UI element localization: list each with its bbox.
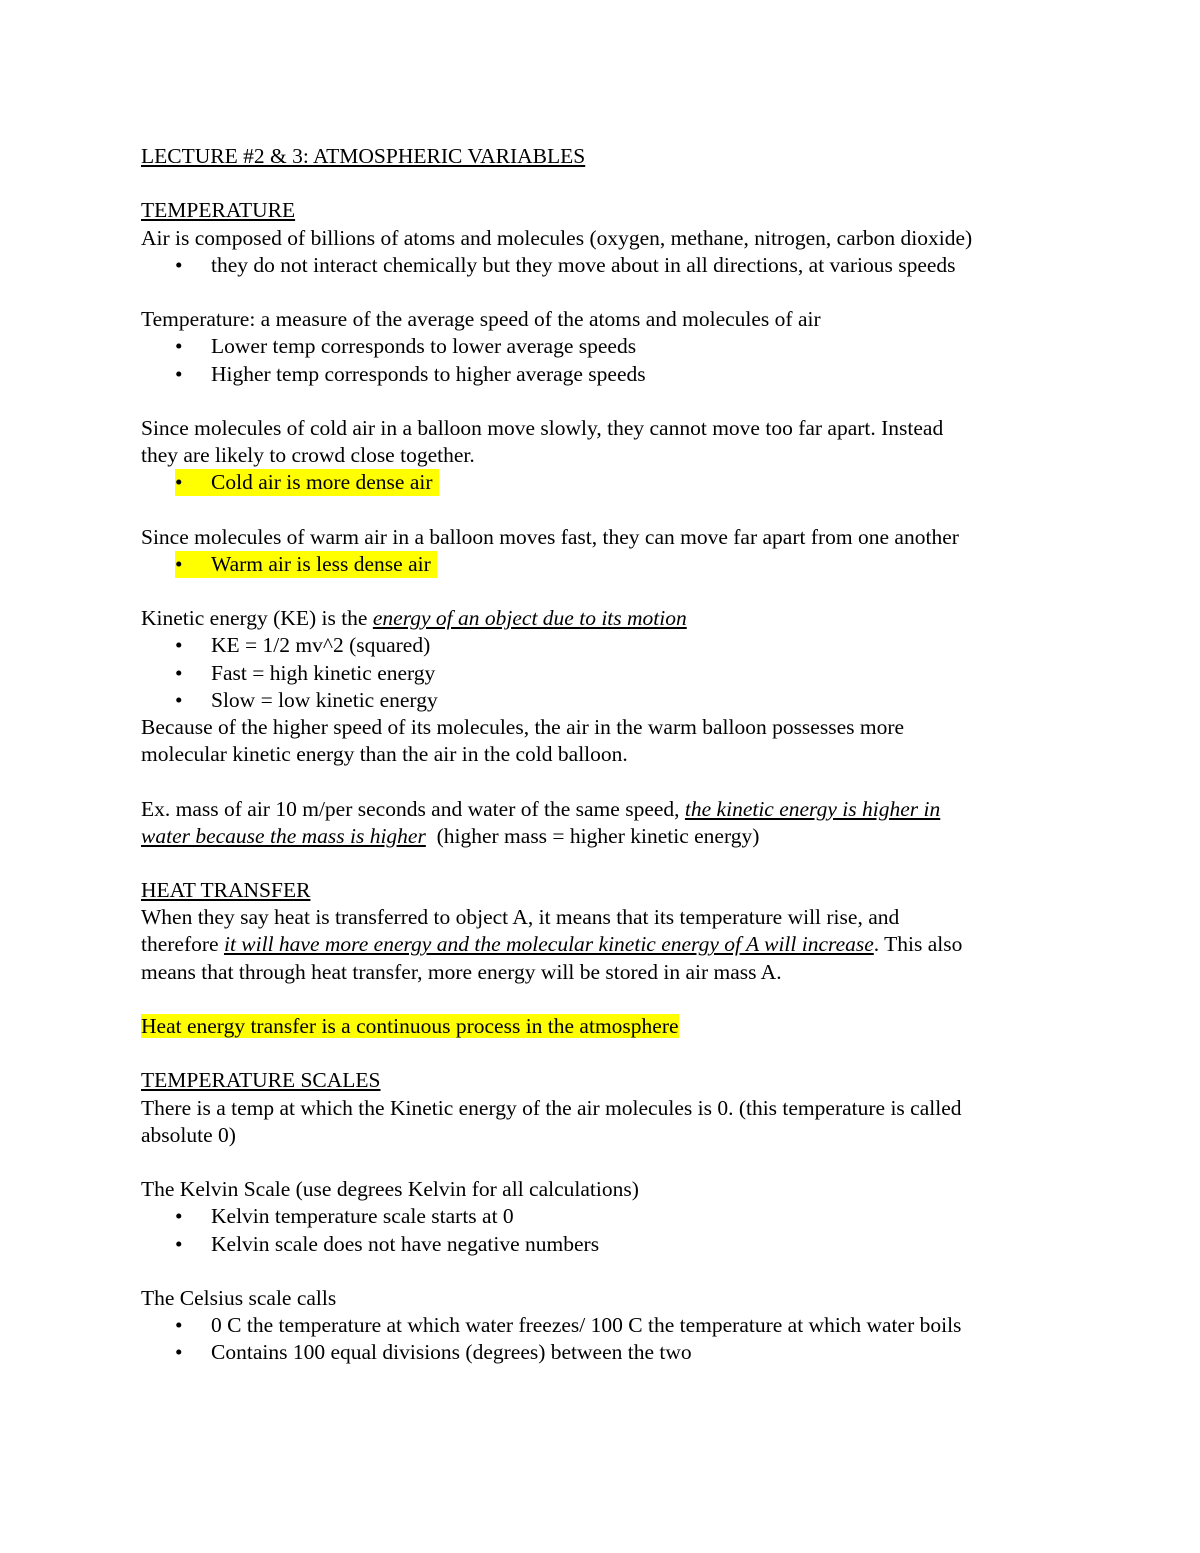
list-item: • Higher temp corresponds to higher average speeds <box>141 361 1061 388</box>
paragraph: Kinetic energy (KE) is the energy of an object due to its motion <box>141 606 687 631</box>
paragraph: water because the mass is higher (higher mass = higher kinetic energy) <box>141 823 760 848</box>
paragraph: Since molecules of cold air in a balloon move slowly, they cannot move too far apart. Instead <box>141 415 944 440</box>
bullet-icon: • <box>175 660 183 685</box>
paragraph: There is a temp at which the Kinetic energy of the air molecules is 0. (this temperature is called <box>141 1095 962 1120</box>
bullet-icon: • <box>175 551 183 576</box>
list-item: • Contains 100 equal divisions (degrees) between the two <box>141 1339 1061 1366</box>
bullet-icon: • <box>175 334 183 359</box>
paragraph: Air is composed of billions of atoms and molecules (oxygen, methane, nitrogen, carbon dioxide) <box>141 225 973 250</box>
emphasis-text: it will have more energy and the molecular kinetic energy of A will increase <box>223 932 874 957</box>
bullet-icon: • <box>175 1313 183 1338</box>
list-item: • Slow = low kinetic energy <box>141 687 1061 714</box>
section-heading-temperature-scales: TEMPERATURE SCALES <box>141 1068 381 1093</box>
list-item: • Lower temp corresponds to lower average speeds <box>141 333 1061 360</box>
emphasis-text: water because the mass is higher <box>141 823 426 848</box>
bullet-icon: • <box>175 1340 183 1365</box>
paragraph: When they say heat is transferred to object A, it means that its temperature will rise, and <box>141 905 900 930</box>
list-item: • Kelvin scale does not have negative numbers <box>141 1231 1061 1258</box>
bullet-icon: • <box>175 1204 183 1229</box>
list-item: • they do not interact chemically but they move about in all directions, at various speeds <box>141 252 1061 279</box>
highlighted-list-item: • Cold air is more dense air <box>175 469 439 496</box>
document-title: LECTURE #2 & 3: ATMOSPHERIC VARIABLES <box>141 144 586 168</box>
emphasis-text: energy of an object due to its motion <box>372 606 687 631</box>
paragraph: The Celsius scale calls <box>141 1285 337 1310</box>
document-body <box>141 143 1061 1366</box>
paragraph: therefore it will have more energy and the molecular kinetic energy of A will increase. This also <box>141 932 963 957</box>
paragraph: means that through heat transfer, more energy will be stored in air mass A. <box>141 959 782 984</box>
paragraph: The Kelvin Scale (use degrees Kelvin for all calculations) <box>141 1177 639 1202</box>
paragraph: Because of the higher speed of its molecules, the air in the warm balloon possesses more <box>141 714 905 739</box>
highlighted-paragraph: Heat energy transfer is a continuous process in the atmosphere <box>141 1014 679 1038</box>
bullet-icon: • <box>175 361 183 386</box>
emphasis-text: the kinetic energy is higher in <box>684 796 941 821</box>
paragraph: molecular kinetic energy than the air in the cold balloon. <box>141 742 628 767</box>
bullet-icon: • <box>175 1231 183 1256</box>
list-item: • 0 C the temperature at which water freezes/ 100 C the temperature at which water boils <box>141 1312 1061 1339</box>
paragraph: Since molecules of warm air in a balloon moves fast, they can move far apart from one another <box>141 524 959 549</box>
paragraph: they are likely to crowd close together. <box>141 443 475 468</box>
paragraph: absolute 0) <box>141 1122 236 1147</box>
highlighted-list-item: • Warm air is less dense air <box>175 551 437 578</box>
bullet-icon: • <box>175 687 183 712</box>
list-item: • Fast = high kinetic energy <box>141 660 1061 687</box>
section-heading-temperature: TEMPERATURE <box>141 198 296 223</box>
section-heading-heat-transfer: HEAT TRANSFER <box>141 878 311 903</box>
list-item: • KE = 1/2 mv^2 (squared) <box>141 632 1061 659</box>
bullet-icon: • <box>175 252 183 277</box>
paragraph: Temperature: a measure of the average speed of the atoms and molecules of air <box>141 307 821 332</box>
paragraph: Ex. mass of air 10 m/per seconds and water of the same speed, the kinetic energy is higher in <box>141 796 941 821</box>
list-item: • Kelvin temperature scale starts at 0 <box>141 1203 1061 1230</box>
bullet-icon: • <box>175 470 183 495</box>
bullet-icon: • <box>175 633 183 658</box>
